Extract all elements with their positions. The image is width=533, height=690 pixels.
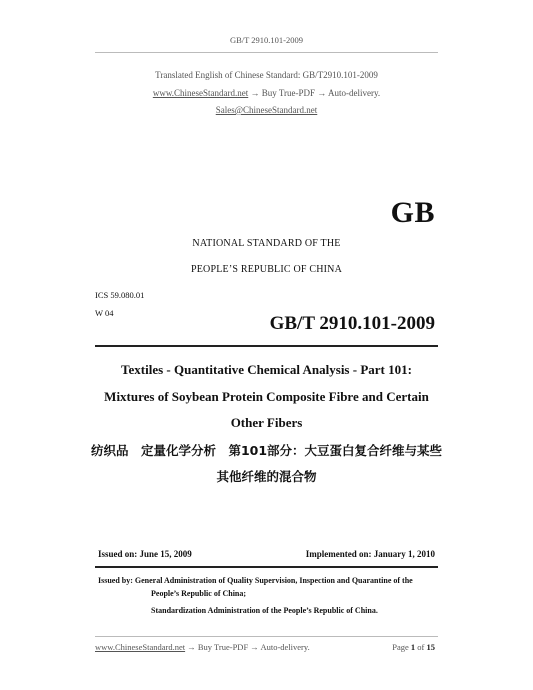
- sales-email-link[interactable]: Sales@ChineseStandard.net: [215, 105, 318, 115]
- chinese-standard-link[interactable]: www.ChineseStandard.net: [152, 88, 249, 98]
- of-label: of: [417, 642, 425, 652]
- gb-mark: GB: [390, 196, 435, 229]
- email-line: [0, 105, 533, 115]
- title-en-line3: Other Fibers: [230, 415, 303, 430]
- national-standard-line2: PEOPLE’S REPUBLIC OF CHINA: [190, 264, 343, 275]
- footer-site-link[interactable]: www.ChineseStandard.net: [95, 642, 186, 652]
- issuer-name-1: General Administration of Quality Supervision, Inspection and Quarantine of the: [134, 576, 413, 585]
- title-zh-line2: 其他纤维的混合物: [216, 469, 317, 484]
- page-indicator: [392, 642, 435, 652]
- footer-links: [95, 642, 310, 652]
- ics-code: ICS 59.080.01: [95, 290, 145, 300]
- translation-note: Translated English of Chinese Standard: GB/T2910.101-2009: [155, 70, 378, 80]
- issuer-line3: Standardization Administration of the People’s Republic of China.: [151, 606, 378, 615]
- implemented-date: Implemented on: January 1, 2010: [305, 549, 435, 559]
- purchase-text: → Buy True-PDF → Auto-delivery.: [248, 88, 381, 98]
- national-standard-line1: NATIONAL STANDARD OF THE: [192, 238, 341, 249]
- running-header: GB/T 2910.101-2009: [229, 35, 304, 45]
- title-en-line2: Mixtures of Soybean Protein Composite Fibre and Certain: [104, 389, 429, 404]
- issuer-line1: [98, 576, 413, 585]
- issued-date: Issued on: June 15, 2009: [98, 549, 192, 559]
- footer-divider: [95, 636, 438, 637]
- page-total: 15: [426, 642, 435, 652]
- purchase-line: [0, 88, 533, 98]
- page-label: Page: [392, 642, 409, 652]
- ccs-code: W 04: [95, 308, 114, 318]
- page-number: 1: [410, 642, 416, 652]
- issuer-line2: People’s Republic of China;: [151, 589, 247, 598]
- issuer-prefix: Issued by:: [98, 576, 135, 585]
- standard-code: GB/T 2910.101-2009: [269, 313, 435, 334]
- dates-divider: [95, 566, 438, 568]
- footer-purchase-text: → Buy True-PDF → Auto-delivery.: [185, 642, 310, 652]
- title-en-line1: Textiles - Quantitative Chemical Analysis - Part 101:: [121, 362, 412, 377]
- header-divider: [95, 52, 438, 53]
- title-divider: [95, 345, 438, 347]
- title-zh-line1: 纺织品 定量化学分析 第101部分：大豆蛋白复合纤维与某些: [90, 443, 443, 458]
